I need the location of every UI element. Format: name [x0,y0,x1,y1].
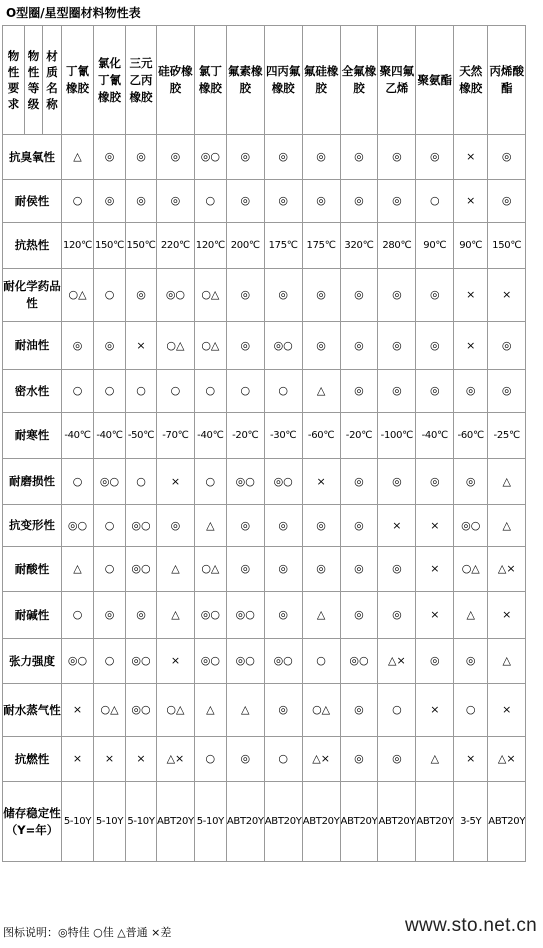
table-cell: 3-5Y [454,782,488,862]
table-cell: ○ [454,684,488,737]
table-cell: × [302,459,340,505]
table-cell: × [454,180,488,223]
table-cell: ABT20Y [340,782,378,862]
table-cell: ABT20Y [157,782,195,862]
header-material: 氯化丁氰橡胶 [94,26,126,135]
table-cell: ◎ [302,505,340,547]
table-cell: ABT20Y [264,782,302,862]
table-row [3,547,526,592]
table-cell: ◎ [226,547,264,592]
table-cell: ◎ [416,322,454,370]
table-cell: -30℃ [264,413,302,459]
table-cell: ◎ [226,180,264,223]
table-row [3,322,526,370]
table-cell: × [488,684,526,737]
table-row [3,135,526,180]
header-material: 氯丁橡胶 [194,26,226,135]
table-cell: 5-10Y [126,782,157,862]
table-row [3,459,526,505]
header-material: 氟素橡胶 [226,26,264,135]
table-cell: ◎ [157,180,195,223]
table-cell: ◎ [340,592,378,639]
table-cell: ○△ [157,322,195,370]
table-cell: ◎○ [126,505,157,547]
table-cell: ◎ [264,684,302,737]
table-cell: ○ [194,737,226,782]
table-cell: △ [157,592,195,639]
table-cell: × [416,505,454,547]
table-cell: ◎ [226,269,264,322]
table-cell: △ [62,547,94,592]
table-cell: ○ [94,639,126,684]
table-cell: △ [157,547,195,592]
table-cell: ◎ [488,370,526,413]
table-cell: ○ [264,737,302,782]
material-properties-table [2,25,526,862]
table-cell: 220℃ [157,223,195,269]
table-cell: ◎ [378,459,416,505]
table-cell: × [488,269,526,322]
table-cell: × [488,592,526,639]
table-cell: ○ [62,459,94,505]
table-cell: ○ [94,505,126,547]
table-cell: × [454,322,488,370]
table-cell: ◎ [226,322,264,370]
table-cell: ◎ [157,505,195,547]
row-label: 抗燃性 [3,737,62,782]
table-cell: × [62,737,94,782]
header-material: 丙烯酸酯 [488,26,526,135]
table-cell: ◎○ [264,459,302,505]
header-property-grade: 物性等级 [25,26,43,135]
table-cell: ◎○ [264,639,302,684]
table-cell: ABT20Y [378,782,416,862]
table-cell: × [94,737,126,782]
header-property-requirement: 物性要求 [3,26,25,135]
header-material: 三元乙丙橡胶 [126,26,157,135]
table-cell: 150℃ [488,223,526,269]
table-cell: -40℃ [94,413,126,459]
table-cell: ◎○ [62,639,94,684]
table-cell: 150℃ [94,223,126,269]
table-cell: ◎ [340,135,378,180]
table-cell: ○△ [302,684,340,737]
table-cell: ◎ [226,505,264,547]
header-material: 四丙氟橡胶 [264,26,302,135]
table-row [3,223,526,269]
table-cell: ◎ [488,180,526,223]
table-cell: △ [62,135,94,180]
table-cell: ◎ [302,135,340,180]
table-cell: ○ [226,370,264,413]
header-material: 氟硅橡胶 [302,26,340,135]
table-cell: ◎○ [226,639,264,684]
table-cell: × [454,269,488,322]
table-cell: ◎ [94,135,126,180]
table-cell: ○△ [194,269,226,322]
table-cell: ◎ [126,180,157,223]
table-cell: ○ [94,269,126,322]
header-material: 聚氨酯 [416,26,454,135]
row-label: 耐酸性 [3,547,62,592]
table-cell: ◎ [302,547,340,592]
table-cell: 280℃ [378,223,416,269]
table-cell: △× [157,737,195,782]
table-cell: ◎ [416,459,454,505]
table-cell: ○ [194,459,226,505]
table-cell: -60℃ [302,413,340,459]
table-cell: 320℃ [340,223,378,269]
table-cell: ◎ [302,180,340,223]
table-cell: ◎ [340,737,378,782]
table-cell: ◎ [126,269,157,322]
table-cell: ABT20Y [302,782,340,862]
table-cell: ○ [264,370,302,413]
table-cell: △ [226,684,264,737]
table-cell: △ [194,684,226,737]
table-cell: 175℃ [264,223,302,269]
header-material-name: 材质名称 [43,26,62,135]
row-label: 耐寒性 [3,413,62,459]
table-cell: △ [302,370,340,413]
table-cell: ABT20Y [488,782,526,862]
table-cell: × [126,737,157,782]
table-row [3,413,526,459]
table-cell: ○ [416,180,454,223]
table-cell: ◎○ [94,459,126,505]
table-cell: ○ [94,370,126,413]
table-cell: ◎○ [264,322,302,370]
table-cell: △× [488,737,526,782]
table-cell: ◎ [378,547,416,592]
row-label: 耐油性 [3,322,62,370]
table-cell: ◎○ [194,639,226,684]
table-cell: ◎ [302,322,340,370]
table-cell: ◎ [94,180,126,223]
page-title: O型圈/星型圈材料物性表 [6,6,141,20]
table-cell: ◎ [264,505,302,547]
table-cell: ○ [94,547,126,592]
table-cell: ◎○ [226,592,264,639]
table-cell: -100℃ [378,413,416,459]
table-row [3,737,526,782]
table-cell: × [157,639,195,684]
table-cell: -20℃ [340,413,378,459]
table-cell: ◎○ [157,269,195,322]
table-cell: ◎○ [126,639,157,684]
table-cell: ABT20Y [226,782,264,862]
table-row [3,639,526,684]
table-cell: △ [302,592,340,639]
table-cell: ◎ [340,180,378,223]
table-cell: 175℃ [302,223,340,269]
table-cell: ○△ [194,547,226,592]
table-cell: ◎○ [126,547,157,592]
row-label: 抗热性 [3,223,62,269]
table-cell: ○ [157,370,195,413]
row-label: 储存稳定性（Y=年） [3,782,62,862]
table-cell: △ [416,737,454,782]
table-cell: 200℃ [226,223,264,269]
table-cell: ◎○ [62,505,94,547]
table-cell: ◎ [264,547,302,592]
table-cell: △ [488,459,526,505]
table-cell: 120℃ [62,223,94,269]
table-cell: ◎ [340,269,378,322]
table-cell: ◎ [454,639,488,684]
table-cell: ◎ [378,180,416,223]
table-cell: ◎○ [126,684,157,737]
table-cell: -50℃ [126,413,157,459]
table-cell: ◎ [416,269,454,322]
table-cell: ◎ [340,547,378,592]
watermark-url: www.sto.net.cn [405,915,537,936]
table-cell: 5-10Y [94,782,126,862]
table-cell: ◎ [302,269,340,322]
table-cell: ◎○ [340,639,378,684]
table-cell: ◎○ [226,459,264,505]
table-cell: ◎ [340,459,378,505]
header-row [3,26,526,135]
table-cell: × [62,684,94,737]
table-cell: ◎ [264,180,302,223]
table-row [3,180,526,223]
table-cell: ◎ [378,370,416,413]
row-label: 抗臭氧性 [3,135,62,180]
table-cell: ◎ [416,370,454,413]
table-cell: △ [194,505,226,547]
table-cell: × [157,459,195,505]
table-cell: × [416,547,454,592]
table-cell: ◎ [226,737,264,782]
row-label: 耐碱性 [3,592,62,639]
table-cell: ○ [194,180,226,223]
table-cell: ◎ [340,370,378,413]
table-cell: ◎ [340,322,378,370]
table-cell: △ [454,592,488,639]
table-cell: ○ [302,639,340,684]
header-material: 聚四氟乙烯 [378,26,416,135]
table-row [3,684,526,737]
table-cell: ◎ [378,592,416,639]
table-cell: ◎ [488,322,526,370]
table-cell: ○ [62,180,94,223]
table-cell: ◎ [94,592,126,639]
table-cell: ○△ [94,684,126,737]
table-row [3,592,526,639]
table-cell: ◎ [264,135,302,180]
table-cell: ○ [62,370,94,413]
table-cell: ◎ [454,459,488,505]
header-material: 全氟橡胶 [340,26,378,135]
row-label: 耐侯性 [3,180,62,223]
table-cell: ◎ [126,135,157,180]
table-cell: ○△ [62,269,94,322]
table-cell: 120℃ [194,223,226,269]
table-cell: △× [378,639,416,684]
table-cell: ○△ [454,547,488,592]
table-cell: × [126,322,157,370]
table-cell: ◎ [62,322,94,370]
icon-legend: 图标说明：◎特佳 ○佳 △普通 ×差 [3,926,172,939]
table-cell: ◎ [378,737,416,782]
table-cell: ◎ [340,505,378,547]
table-cell: ◎ [454,370,488,413]
table-cell: ◎○ [454,505,488,547]
table-cell: ◎ [416,135,454,180]
table-row [3,370,526,413]
header-material: 硅矽橡胶 [157,26,195,135]
table-cell: × [454,737,488,782]
table-cell: 5-10Y [194,782,226,862]
row-label: 耐化学药品性 [3,269,62,322]
row-label: 张力强度 [3,639,62,684]
row-label: 抗变形性 [3,505,62,547]
table-cell: ○△ [157,684,195,737]
table-cell: ◎ [340,684,378,737]
table-cell: -40℃ [194,413,226,459]
table-cell: ABT20Y [416,782,454,862]
table-cell: ◎○ [194,135,226,180]
table-cell: ◎ [226,135,264,180]
table-cell: ◎ [264,269,302,322]
table-row [3,505,526,547]
table-cell: ◎ [264,592,302,639]
table-cell: △× [302,737,340,782]
table-cell: -20℃ [226,413,264,459]
table-cell: × [416,592,454,639]
table-row [3,269,526,322]
table-cell: △ [488,639,526,684]
table-cell: ◎ [378,135,416,180]
table-cell: × [416,684,454,737]
table-cell: ○ [62,592,94,639]
header-material: 天然橡胶 [454,26,488,135]
table-cell: 90℃ [416,223,454,269]
table-cell: ◎ [378,269,416,322]
table-cell: ○ [126,459,157,505]
table-cell: -40℃ [416,413,454,459]
row-label: 密水性 [3,370,62,413]
row-label: 耐磨损性 [3,459,62,505]
table-cell: ◎ [488,135,526,180]
table-cell: 150℃ [126,223,157,269]
table-cell: ○ [378,684,416,737]
table-cell: -25℃ [488,413,526,459]
table-cell: ◎ [126,592,157,639]
header-material: 丁氰橡胶 [62,26,94,135]
table-cell: -70℃ [157,413,195,459]
table-cell: ◎ [416,639,454,684]
table-cell: ○△ [194,322,226,370]
table-cell: ◎ [378,322,416,370]
table-cell: △× [488,547,526,592]
table-cell: △ [488,505,526,547]
table-cell: -60℃ [454,413,488,459]
table-cell: ◎○ [194,592,226,639]
table-cell: × [378,505,416,547]
table-row [3,782,526,862]
table-cell: -40℃ [62,413,94,459]
table-cell: ○ [194,370,226,413]
table-cell: 5-10Y [62,782,94,862]
row-label: 耐水蒸气性 [3,684,62,737]
table-cell: ◎ [94,322,126,370]
table-cell: ◎ [157,135,195,180]
table-cell: × [454,135,488,180]
table-cell: 90℃ [454,223,488,269]
table-cell: ○ [126,370,157,413]
